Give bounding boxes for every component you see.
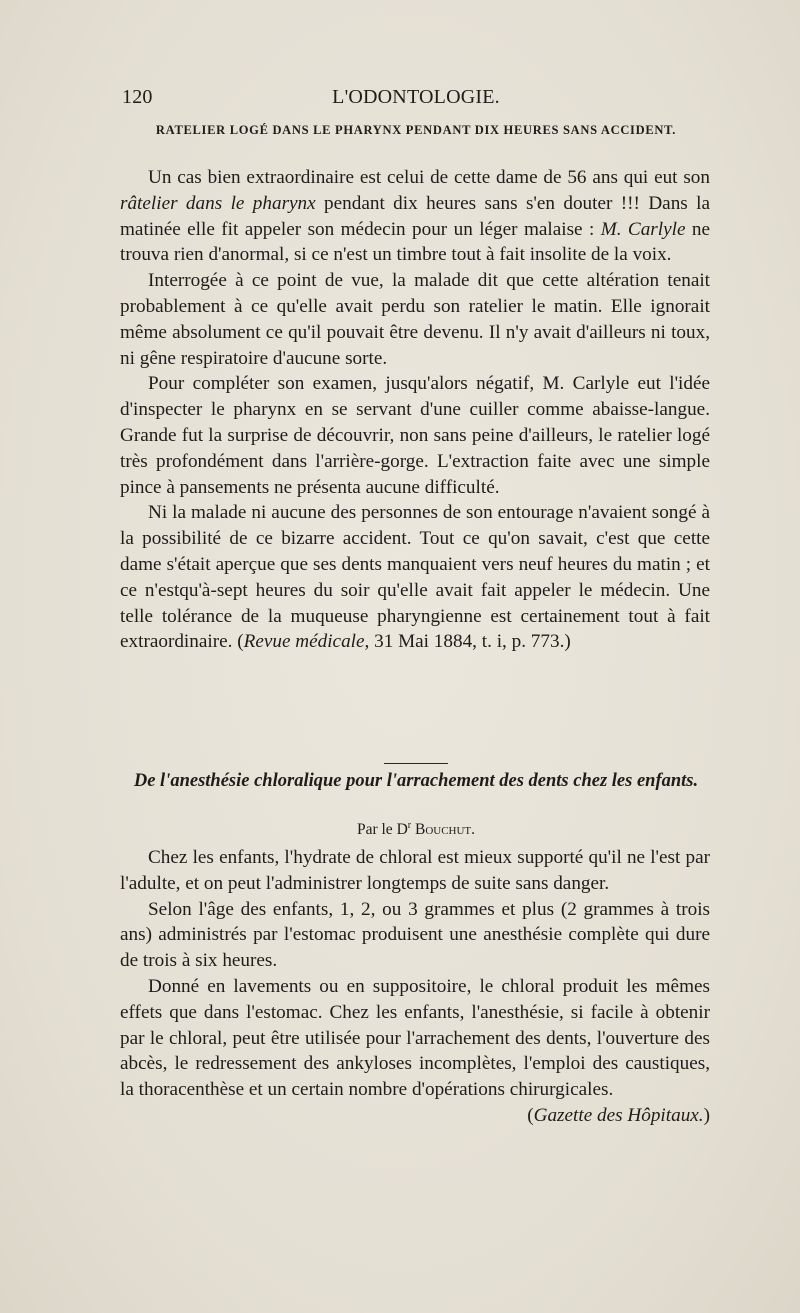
source-title: Revue médicale [243, 631, 365, 653]
paragraph: Interrogée à ce point de vue, la malade dit que cette altération tenait probablement à ce qu'elle avait perdu son ratelier le matin. Elle ignorait même absolument ce qu'il pouvait être devenu. Il n'y avait d'ailleurs ni toux, ni gêne respiratoire d'aucune sorte. [120, 270, 710, 369]
byline-sup: r [407, 820, 412, 831]
article-2-title: De l'anesthésie chloralique pour l'arrachement des dents chez les enfants. [133, 771, 699, 791]
running-head [120, 86, 712, 110]
byline [120, 820, 712, 839]
page-number: 120 [122, 86, 153, 108]
journal-title: L'ODONTOLOGIE. [332, 86, 500, 108]
citation [499, 1103, 710, 1129]
emphasis-text: râtelier dans le pharynx [120, 192, 316, 214]
paragraph: Pour compléter son examen, jusqu'alors négatif, M. Carlyle eut l'idée d'inspecter le pharynx en se servant d'une cuiller comme abaisse-langue. Grande fut la surprise de découvrir, non sans peine d'ailleurs, le ratelier logé très profondément dans l'arrière-gorge. L'extraction faite avec une simple pince à pansements ne présenta aucune difficulté. [120, 373, 710, 498]
text-run: Un cas bien extraordinaire est celui de cette dame de 56 ans qui eut son [148, 167, 710, 188]
paragraph [120, 500, 710, 655]
paragraph: Chez les enfants, l'hydrate de chloral est mieux supporté qu'il ne l'est par l'adulte, et on peut l'administrer longtemps de suite sans danger. [120, 847, 710, 894]
citation-close: ) [703, 1104, 710, 1126]
article-2-body [120, 845, 710, 1129]
byline-prefix: Par le D [356, 821, 408, 839]
text-run: Donné en lavements ou en suppositoire, le chloral produit les mêmes effets que dans l'estomac. Chez les enfants, l'anesthésie, si facile à obtenir par le chloral, peut être utilisée pour l'arrachement des dents, l'ouverture des abcès, le redressement des ankyloses incomplètes, l'emploi des caustiques, la thoracenthèse et un certain nombre d'opérations chirurgicales. [120, 975, 710, 1101]
paragraph: Selon l'âge des enfants, 1, 2, ou 3 grammes et plus (2 grammes à trois ans) administrés par l'estomac produisent une anesthésie complète qui dure de trois à six heures. [120, 898, 710, 972]
author-name: Bouchut. [414, 821, 476, 839]
person-name: M. Carlyle [600, 218, 686, 240]
text-run: ne trouva rien d'anormal, si ce n'est un timbre tout à fait insolite de la voix. [120, 218, 710, 266]
paragraph [120, 165, 710, 268]
citation-open: ( [527, 1104, 534, 1126]
article-1-body [120, 165, 710, 655]
text-run: Ni la malade ni aucune des personnes de son entourage n'avaient songé à la possibilité de ce bizarre accident. Tout ce qu'on savait, c'est que cette dame s'était aperçue que ses dents manquaient vers neuf heures du matin ; et ce n'estqu'à-sept heures du soir qu'elle avait fait appeler le médecin. Une telle tolérance de la muqueuse pharyngienne est certainement tout à fait extraordinaire. ( [120, 502, 710, 653]
text-run: pendant dix heures sans s'en douter !!! Dans la matinée elle fit appeler son médecin pour un léger malaise : [120, 192, 710, 240]
citation-title: Gazette des Hôpitaux. [533, 1104, 704, 1126]
article-1-title: RATELIER LOGÉ DANS LE PHARYNX PENDANT DIX HEURES SANS ACCIDENT. [155, 123, 677, 137]
paragraph [120, 974, 710, 1126]
text-run: , 31 Mai 1884, t. i, p. 773.) [364, 631, 571, 653]
section-divider [384, 763, 448, 764]
